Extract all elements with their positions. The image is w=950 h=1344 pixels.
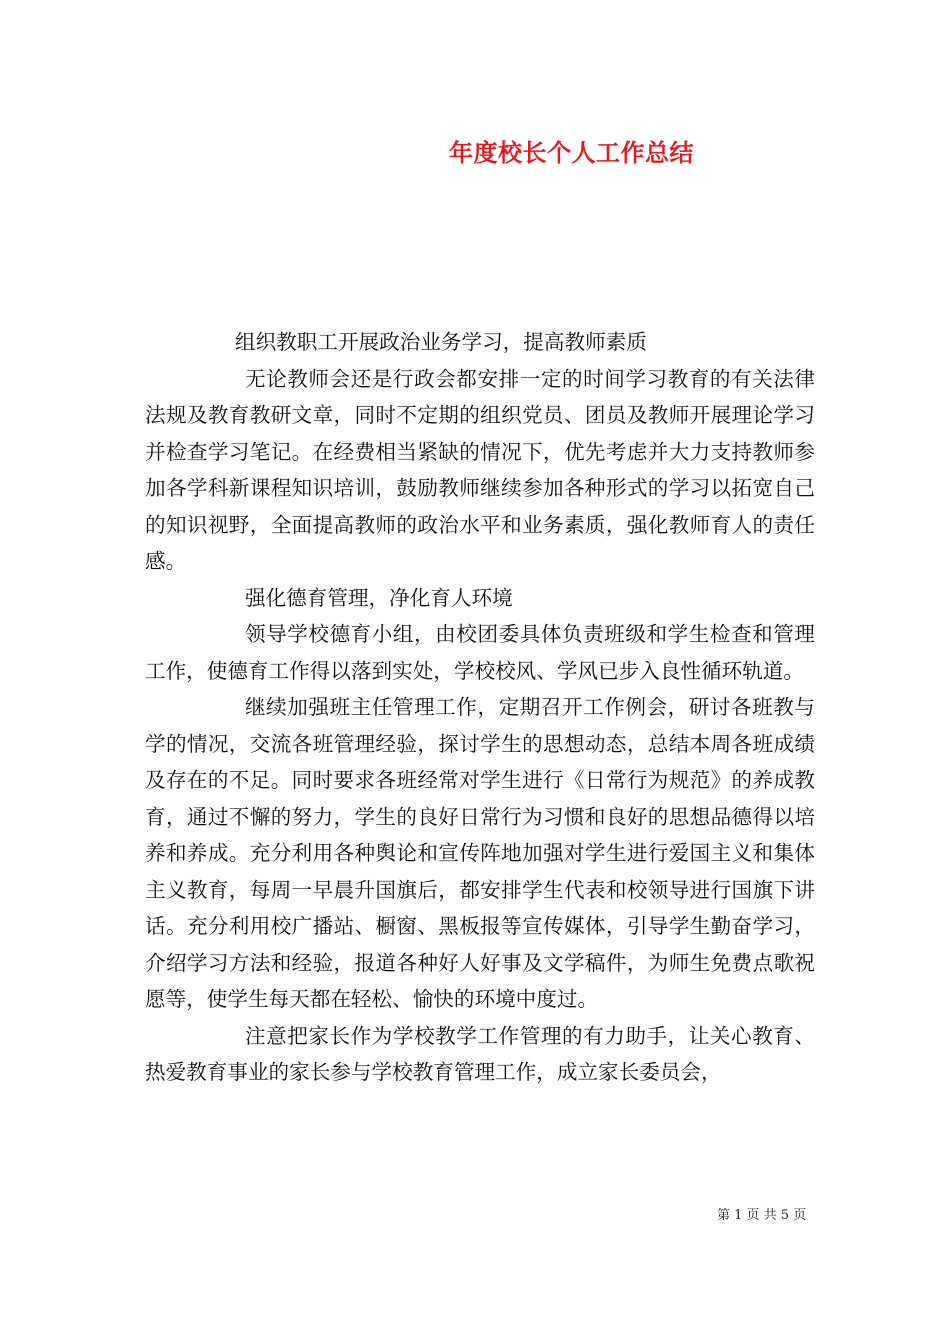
document-title: 年度校长个人工作总结 [449, 139, 694, 167]
section-heading-study: 组织教职工开展政治业务学习，提高教师素质 [235, 330, 647, 354]
page-number: 第 1 页 共 5 页 [717, 1208, 807, 1223]
paragraph-moral-group: 领导学校德育小组，由校团委具体负责班级和学生检查和管理工作，使德育工作得以落到实处，学校校风、学风已步入良性循环轨道。 [145, 622, 815, 683]
paragraph-class-teacher: 继续加强班主任管理工作，定期召开工作例会，研讨各班教与学的情况，交流各班管理经验，探讨学生的思想动态，总结本周各班成绩及存在的不足。同时要求各班经常对学生进行《日常行为规范》的养成教育，通过不懈的努力，学生的良好日常行为习惯和良好的思想品德得以培养和养成。充分利用各种舆论和宣传阵地加强对学生进行爱国主义和集体主义教育，每周一早晨升国旗后，都安排学生代表和校领导进行国旗下讲话。充分利用校广播站、橱窗、黑板报等宣传媒体，引导学生勤奋学习，介绍学习方法和经验，报道各种好人好事及文学稿件，为师生免费点歌祝愿等，使学生每天都在轻松、愉快的环境中度过。 [145, 695, 815, 1011]
paragraph-parents: 注意把家长作为学校教学工作管理的有力助手，让关心教育、热爱教育事业的家长参与学校教育管理工作，成立家长委员会， [145, 1023, 815, 1084]
section-heading-moral: 强化德育管理，净化育人环境 [245, 585, 513, 610]
paragraph-study: 无论教师会还是行政会都安排一定的时间学习教育的有关法律法规及教育教研文章，同时不定期的组织党员、团员及教师开展理论学习并检查学习笔记。在经费相当紧缺的情况下，优先考虑并大力支持教师参加各学科新课程知识培训，鼓励教师继续参加各种形式的学习以拓宽自己的知识视野，全面提高教师的政治水平和业务素质，强化教师育人的责任感。 [145, 366, 815, 573]
document-body [145, 324, 815, 1091]
